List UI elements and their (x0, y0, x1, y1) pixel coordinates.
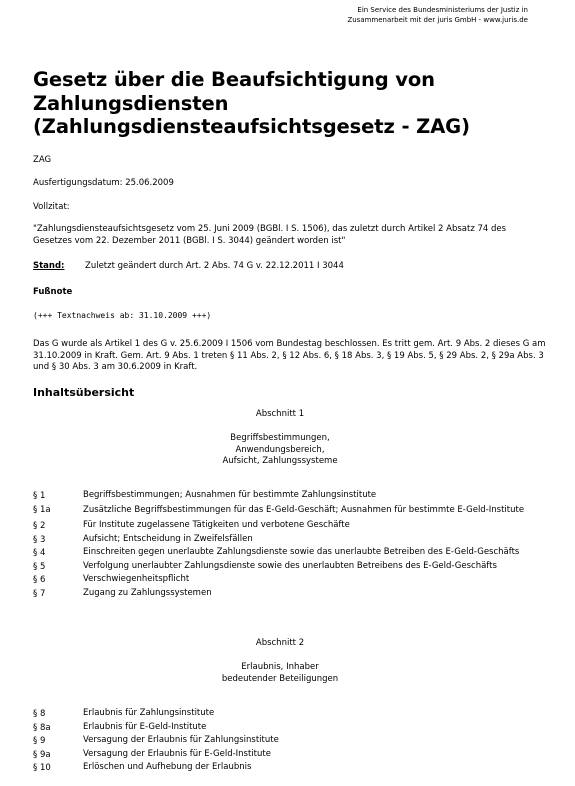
section-1-title-line: Begriffsbestimmungen, (230, 433, 330, 443)
toc-entry[interactable] (33, 588, 543, 602)
section-1-toc-list (33, 490, 543, 601)
fussnote-label: Fußnote (33, 287, 73, 297)
section-1-title-line: Anwendungsbereich, (235, 444, 325, 455)
paragraph-number: § 5 (33, 561, 46, 572)
section-1-title (150, 433, 410, 468)
toc-entry[interactable] (33, 722, 543, 736)
toc-entry[interactable] (33, 561, 543, 575)
fussnote-text: Das G wurde als Artikel 1 des G v. 25.6.2009 I 1506 vom Bundestag beschlossen. Es tritt gem. Art. 9 Abs. 2 dieses G am 31.10.2009 in Kraft. Gem. Art. 9 Abs. 1 treten § 11 Abs. 2, § 12 Abs. 6, § 18 Abs. 3, § 19 Abs. 5, § 29 Abs. 2, § 29a Abs. 3 und § 30 Abs. 3 am 30.6.2009 in Kraft. (33, 339, 546, 372)
toc-heading: Inhaltsübersicht (33, 386, 135, 399)
section-1-label: Abschnitt 1 (255, 409, 305, 419)
paragraph-title: Versagung der Erlaubnis für Zahlungsinstitute (83, 735, 279, 745)
stand-label: Stand: (33, 261, 65, 271)
paragraph-number: § 9 (33, 736, 46, 746)
paragraph-number: § 8a (33, 722, 51, 733)
toc-entry[interactable] (33, 547, 543, 561)
vollzitat-text: "Zahlungsdiensteaufsichtsgesetz vom 25. Juni 2009 (BGBl. I S. 1506), das zuletzt durch Artikel 2 Absatz 74 des Gesetzes vom 22. Dezember 2011 (BGBl. I S. 3044) geändert worden ist" (33, 224, 507, 246)
ausfertigungsdatum: Ausfertigungsdatum: 25.06.2009 (33, 178, 174, 188)
paragraph-title: Verschwiegenheitspflicht (83, 574, 190, 584)
toc-entry[interactable] (33, 708, 543, 722)
paragraph-number: § 7 (33, 588, 46, 599)
paragraph-number: § 1a (33, 504, 51, 515)
paragraph-title: Für Institute zugelassene Tätigkeiten und verbotene Geschäfte (83, 520, 350, 530)
section-2-title-line: Erlaubnis, Inhaber (241, 662, 319, 672)
toc-entry[interactable] (33, 490, 543, 504)
paragraph-title: Verfolgung unerlaubter Zahlungsdienste sowie des unerlaubten Betreibens des E-Geld-Geschäfts (83, 560, 497, 571)
section-1-title-line: Aufsicht, Zahlungssysteme (222, 456, 338, 466)
stand-text: Zuletzt geändert durch Art. 2 Abs. 74 G v. 22.12.2011 I 3044 (85, 261, 344, 271)
law-title (33, 68, 470, 139)
title-line-3: (Zahlungsdiensteaufsichtsgesetz - ZAG) (33, 115, 470, 138)
paragraph-number: § 4 (33, 548, 46, 558)
paragraph-title: Erlaubnis für E-Geld-Institute (83, 721, 207, 732)
title-line-2: Zahlungsdiensten (33, 91, 229, 115)
section-2-label: Abschnitt 2 (255, 638, 305, 648)
law-abbreviation: ZAG (33, 155, 52, 165)
paragraph-title: Aufsicht; Entscheidung in Zweifelsfällen (83, 533, 253, 544)
section-2-title (150, 662, 410, 685)
title-line-1: Gesetz über die Beaufsichtigung von (33, 68, 435, 91)
service-line-1: Ein Service des Bundesministeriums der Justiz in (357, 6, 528, 14)
paragraph-number: § 8 (33, 709, 46, 719)
paragraph-number: § 9a (33, 749, 51, 760)
paragraph-title: Zusätzliche Begriffsbestimmungen für das E-Geld-Geschäft; Ausnahmen für bestimmte E-Geld-Institute (83, 504, 525, 515)
paragraph-title: Begriffsbestimmungen; Ausnahmen für bestimmte Zahlungsinstitute (83, 490, 377, 500)
vollzitat-label: Vollzitat: (33, 202, 70, 212)
service-note (347, 6, 528, 25)
section-2-toc-list (33, 708, 543, 776)
toc-entry[interactable] (33, 762, 543, 776)
section-2-title-line: bedeutender Beteiligungen (221, 673, 339, 684)
toc-entry[interactable] (33, 534, 543, 548)
paragraph-title: Erlöschen und Aufhebung der Erlaubnis (83, 762, 252, 772)
service-line-2: Zusammenarbeit mit der juris GmbH - www.juris.de (347, 15, 528, 24)
paragraph-number: § 1 (33, 491, 46, 501)
paragraph-number: § 6 (33, 575, 46, 585)
paragraph-number: § 3 (33, 534, 46, 545)
toc-entry[interactable] (33, 735, 543, 749)
paragraph-title: Zugang zu Zahlungssystemen (83, 587, 212, 598)
toc-entry[interactable] (33, 504, 543, 518)
toc-entry[interactable] (33, 520, 543, 534)
toc-entry[interactable] (33, 574, 543, 588)
paragraph-number: § 10 (33, 763, 51, 773)
paragraph-title: Einschreiten gegen unerlaubte Zahlungsdienste sowie das unerlaubte Betreiben des E-Geld-Geschäfts (83, 547, 520, 557)
toc-entry[interactable] (33, 749, 543, 763)
paragraph-title: Versagung der Erlaubnis für E-Geld-Institute (83, 748, 271, 759)
paragraph-number: § 2 (33, 521, 46, 531)
textnachweis: (+++ Textnachweis ab: 31.10.2009 +++) (33, 311, 212, 320)
paragraph-title: Erlaubnis für Zahlungsinstitute (83, 708, 215, 718)
